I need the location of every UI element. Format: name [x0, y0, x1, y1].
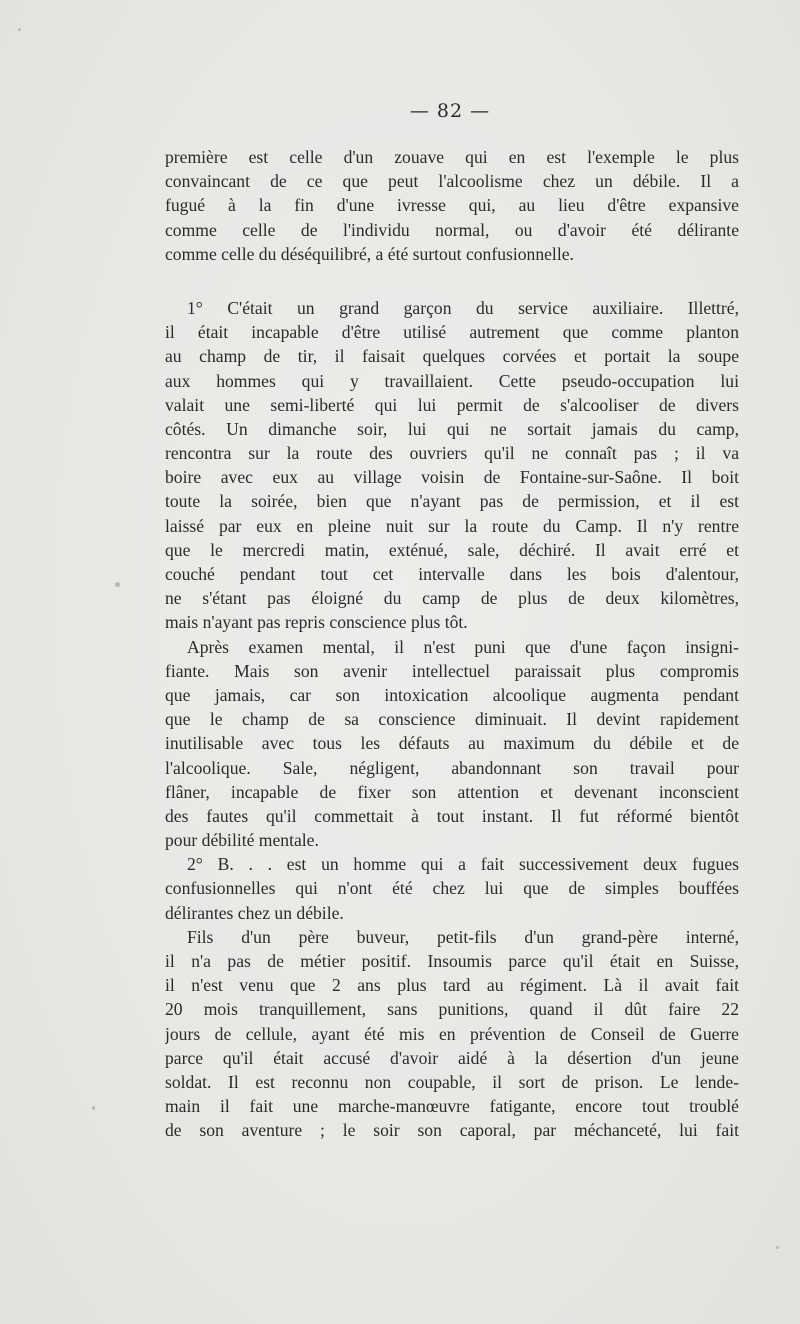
- body-text: [165, 145, 739, 1143]
- text-line: comme celle de l'individu normal, ou d'avoir été délirante: [165, 219, 739, 240]
- paper-speck: [18, 28, 21, 31]
- text-line: fugué à la fin d'une ivresse qui, au lieu d'être expansive: [165, 195, 739, 216]
- paragraph: [165, 635, 739, 853]
- text-line: des fautes qu'il commettait à tout instant. Il fut réformé bientôt: [165, 805, 739, 826]
- text-line: toute la soirée, bien que n'ayant pas de permission, et il est: [165, 491, 739, 512]
- text-line: 1° C'était un grand garçon du service auxiliaire. Illettré,: [187, 297, 739, 318]
- text-line: parce qu'il était accusé d'avoir aidé à la désertion d'un jeune: [165, 1047, 739, 1068]
- paper-speck: [776, 1246, 779, 1249]
- text-line: laissé par eux en pleine nuit sur la route du Camp. Il n'y rentre: [165, 515, 739, 536]
- paragraph: [165, 925, 739, 1143]
- text-line: que jamais, car son intoxication alcoolique augmenta pendant: [165, 684, 739, 705]
- text-line: aux hommes qui y travaillaient. Cette pseudo-occupation lui: [165, 370, 739, 391]
- text-line: il n'a pas de métier positif. Insoumis parce qu'il était en Suisse,: [165, 951, 739, 971]
- text-line: inutilisable avec tous les défauts au maximum du débile et de: [165, 733, 739, 754]
- text-line: 2° B. . . est un homme qui a fait successivement deux fugues: [187, 854, 739, 875]
- paper-speck: [115, 582, 120, 587]
- text-line: flâner, incapable de fixer son attention et devenant inconscient: [165, 781, 739, 802]
- text-line: main il fait une marche-manœuvre fatigante, encore tout troublé: [165, 1096, 739, 1117]
- text-line: que le champ de sa conscience diminuait. Il devint rapidement: [165, 709, 739, 730]
- text-line: pour débilité mentale.: [165, 830, 319, 851]
- text-line: Fils d'un père buveur, petit-fils d'un grand-père interné,: [187, 926, 739, 947]
- text-line: il était incapable d'être utilisé autrement que comme planton: [165, 322, 739, 343]
- text-line: l'alcoolique. Sale, négligent, abandonnant son travail pour: [165, 757, 739, 778]
- text-line: convaincant de ce que peut l'alcoolisme chez un débile. Il a: [165, 171, 739, 192]
- text-line: rencontra sur la route des ouvriers qu'il ne connaît pas ; il va: [165, 443, 739, 464]
- text-line: boire avec eux au village voisin de Fontaine-sur-Saône. Il boit: [165, 467, 739, 488]
- text-line: mais n'ayant pas repris conscience plus tôt.: [165, 612, 468, 633]
- text-line: 20 mois tranquillement, sans punitions, quand il dût faire 22: [165, 999, 739, 1020]
- text-line: que le mercredi matin, exténué, sale, déchiré. Il avait erré et: [165, 539, 739, 560]
- text-line: au champ de tir, il faisait quelques corvées et portait la soupe: [165, 346, 739, 367]
- page-number: — 82 —: [409, 100, 491, 122]
- text-line: confusionnelles qui n'ont été chez lui que de simples bouffées: [165, 878, 739, 899]
- text-line: couché pendant tout cet intervalle dans les bois d'alentour,: [165, 564, 739, 584]
- text-line: délirantes chez un débile.: [165, 902, 344, 923]
- text-line: fiante. Mais son avenir intellectuel paraissait plus compromis: [165, 660, 739, 681]
- text-line: première est celle d'un zouave qui en est l'exemple le plus: [165, 147, 739, 167]
- text-line: valait une semi-liberté qui lui permit de s'alcooliser de divers: [165, 394, 739, 415]
- text-line: soldat. Il est reconnu non coupable, il sort de prison. Le lende-: [165, 1071, 739, 1092]
- text-line: il n'est venu que 2 ans plus tard au régiment. Là il avait fait: [165, 975, 739, 996]
- text-line: de son aventure ; le soir son caporal, par méchanceté, lui fait: [165, 1120, 739, 1141]
- paragraph: [165, 852, 739, 925]
- text-line: côtés. Un dimanche soir, lui qui ne sortait jamais du camp,: [165, 418, 739, 439]
- text-line: comme celle du déséquilibré, a été surtout confusionnelle.: [165, 243, 574, 264]
- paragraph: [165, 296, 739, 635]
- paragraph-gap: [165, 266, 739, 291]
- text-line: ne s'étant pas éloigné du camp de plus de deux kilomètres,: [165, 588, 739, 609]
- text-line: jours de cellule, ayant été mis en prévention de Conseil de Guerre: [165, 1023, 739, 1044]
- paragraph: [165, 145, 739, 266]
- paper-speck: [92, 1106, 95, 1110]
- text-line: Après examen mental, il n'est puni que d'une façon insigni-: [187, 636, 739, 657]
